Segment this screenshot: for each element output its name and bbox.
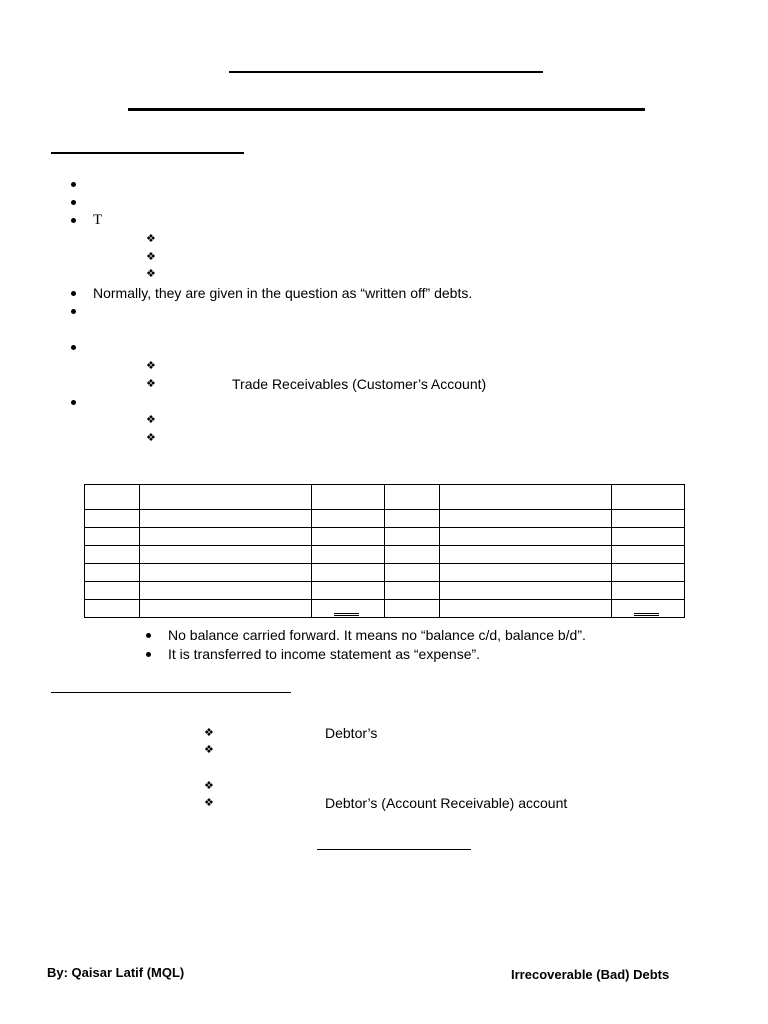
table-row bbox=[85, 485, 685, 510]
diamond-bullet-icon: ❖ bbox=[146, 232, 156, 245]
section2-text: Debtor’s bbox=[325, 725, 378, 741]
section2-text: Debtor’s (Account Receivable) account bbox=[325, 795, 568, 811]
diamond-bullet-icon: ❖ bbox=[146, 250, 156, 263]
table-row bbox=[85, 582, 685, 600]
divider-line bbox=[317, 849, 471, 850]
bullet-icon bbox=[71, 345, 76, 350]
section2-heading-underline bbox=[51, 692, 291, 693]
title-underline bbox=[229, 71, 543, 73]
table-row bbox=[85, 564, 685, 582]
table-row bbox=[85, 510, 685, 528]
diamond-bullet-icon: ❖ bbox=[204, 726, 214, 739]
bullet-icon bbox=[71, 200, 76, 205]
bullet-icon bbox=[146, 633, 151, 638]
table-row bbox=[85, 600, 685, 618]
bullet-icon bbox=[71, 291, 76, 296]
footer-author: By: Qaisar Latif (MQL) bbox=[47, 965, 185, 980]
bullet-icon bbox=[71, 400, 76, 405]
ledger-table bbox=[84, 484, 685, 618]
diamond-bullet-icon: ❖ bbox=[146, 359, 156, 372]
sub-item-text: Trade Receivables (Customer’s Account) bbox=[232, 376, 487, 392]
diamond-bullet-icon: ❖ bbox=[146, 413, 156, 426]
diamond-bullet-icon: ❖ bbox=[204, 743, 214, 756]
note-text: It is transferred to income statement as “expense”. bbox=[168, 646, 481, 662]
table-row bbox=[85, 546, 685, 564]
total-double-underline bbox=[634, 613, 659, 616]
diamond-bullet-icon: ❖ bbox=[146, 431, 156, 444]
diamond-bullet-icon: ❖ bbox=[146, 377, 156, 390]
bullet-icon bbox=[71, 309, 76, 314]
bullet-icon bbox=[71, 182, 76, 187]
bullet-text: Normally, they are given in the question as “written off” debts. bbox=[93, 285, 473, 301]
footer-topic: Irrecoverable (Bad) Debts bbox=[511, 967, 670, 982]
diamond-bullet-icon: ❖ bbox=[204, 796, 214, 809]
diamond-bullet-icon: ❖ bbox=[146, 267, 156, 280]
diamond-bullet-icon: ❖ bbox=[204, 779, 214, 792]
total-double-underline bbox=[334, 613, 359, 616]
section-heading-underline bbox=[51, 152, 244, 154]
subtitle-underline bbox=[128, 108, 645, 111]
bullet-icon bbox=[71, 218, 76, 223]
note-text: No balance carried forward. It means no “balance c/d, balance b/d”. bbox=[168, 627, 586, 643]
bullet-icon bbox=[146, 652, 151, 657]
bullet-text: T bbox=[93, 212, 103, 228]
table-row bbox=[85, 528, 685, 546]
